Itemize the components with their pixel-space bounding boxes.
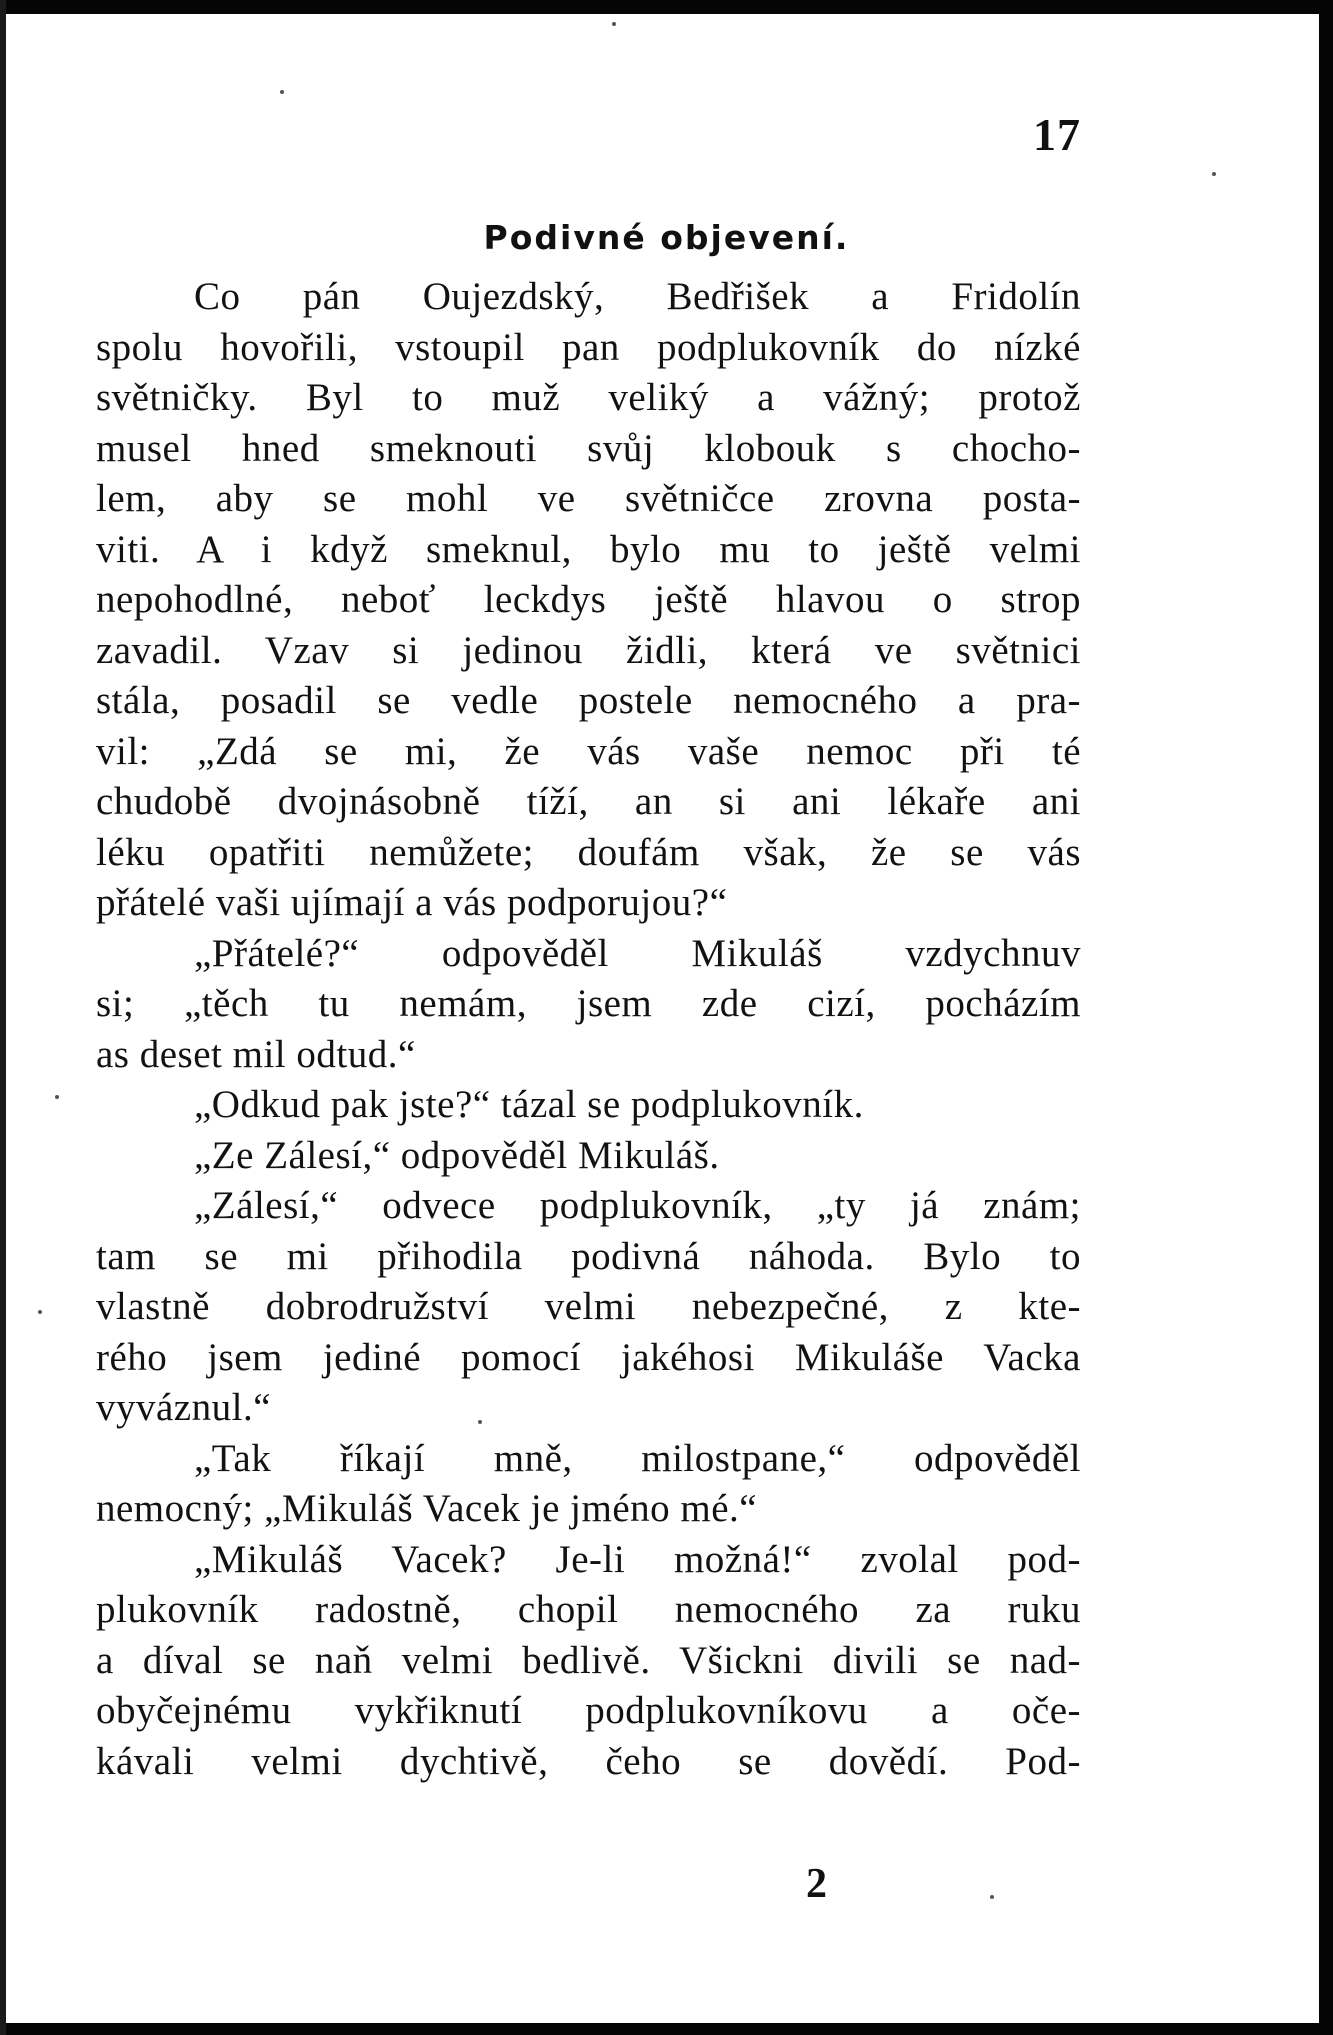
scan-speck [38, 1310, 42, 1314]
text-line: musel hned smeknouti svůj klobouk s chocho- [96, 426, 1081, 470]
text-line: „Mikuláš Vacek? Je-li možná!“ zvolal pod- [194, 1537, 1081, 1581]
text-line: „Odkud pak jste?“ tázal se podplukovník. [194, 1083, 864, 1126]
text-line: „Přátelé?“ odpověděl Mikuláš vzdychnuv [194, 931, 1081, 975]
text-line: rého jsem jediné pomocí jakéhosi Mikuláše Vacka [96, 1335, 1081, 1379]
text-line: stála, posadil se vedle postele nemocného a pra- [96, 679, 1081, 722]
text-line: „Tak říkají mně, milostpane,“ odpověděl [194, 1436, 1081, 1480]
scan-border-bottom [0, 2023, 1333, 2035]
body-text [96, 272, 1081, 1787]
text-line: lem, aby se mohl ve světničce zrovna posta- [96, 477, 1081, 520]
text-line: vlastně dobrodružství velmi nebezpečné, z kte- [96, 1285, 1081, 1328]
page-number: 17 [1033, 109, 1081, 160]
scan-speck [1212, 172, 1216, 176]
text-line: plukovník radostně, chopil nemocného za ruku [96, 1588, 1081, 1631]
scan-border-left [0, 0, 6, 2035]
text-line: Co pán Oujezdský, Bedřišek a Fridolín [194, 275, 1081, 318]
text-line: spolu hovořili, vstoupil pan podplukovník do nízké [96, 325, 1081, 369]
text-line: nemocný; „Mikuláš Vacek je jméno mé.“ [96, 1487, 758, 1530]
text-line: přátelé vaši ujímají a vás podporujou?“ [96, 881, 728, 924]
scan-border-right [1319, 0, 1333, 2035]
text-line: si; „těch tu nemám, jsem zde cizí, pocházím [96, 982, 1081, 1025]
text-line: „Zálesí,“ odvece podplukovník, „ty já znám; [194, 1184, 1081, 1227]
chapter-heading: Podivné objevení. [483, 218, 850, 257]
text-line: vyváznul.“ [96, 1386, 272, 1429]
text-line: as deset mil odtud.“ [96, 1032, 416, 1076]
text-line: zavadil. Vzav si jedinou židli, která ve světnici [96, 628, 1081, 672]
text-line: a díval se naň velmi bedlivě. Všickni divili se nad- [96, 1638, 1081, 1682]
text-line: léku opatřiti nemůžete; doufám však, že se vás [96, 830, 1081, 874]
text-line: „Ze Zálesí,“ odpověděl Mikuláš. [194, 1133, 720, 1177]
scan-speck [280, 90, 284, 94]
scan-speck [612, 22, 616, 26]
scan-border-top [0, 0, 1333, 14]
text-line: kávali velmi dychtivě, čeho se dovědí. Pod- [96, 1739, 1081, 1783]
text-line: obyčejnému vykřiknutí podplukovníkovu a oče- [96, 1689, 1081, 1732]
text-line: světničky. Byl to muž veliký a vážný; protož [96, 376, 1081, 419]
text-line: vil: „Zdá se mi, že vás vaše nemoc při té [96, 729, 1081, 773]
text-line: viti. A i když smeknul, bylo mu to ještě velmi [96, 527, 1081, 571]
text-line: nepohodlné, neboť leckdys ještě hlavou o strop [96, 578, 1081, 621]
text-line: tam se mi přihodila podivná náhoda. Bylo to [96, 1234, 1081, 1278]
scan-speck [55, 1095, 59, 1099]
text-line: chudobě dvojnásobně tíží, an si ani lékaře ani [96, 780, 1081, 823]
signature-mark: 2 [806, 1861, 827, 1907]
scan-speck [990, 1895, 994, 1899]
